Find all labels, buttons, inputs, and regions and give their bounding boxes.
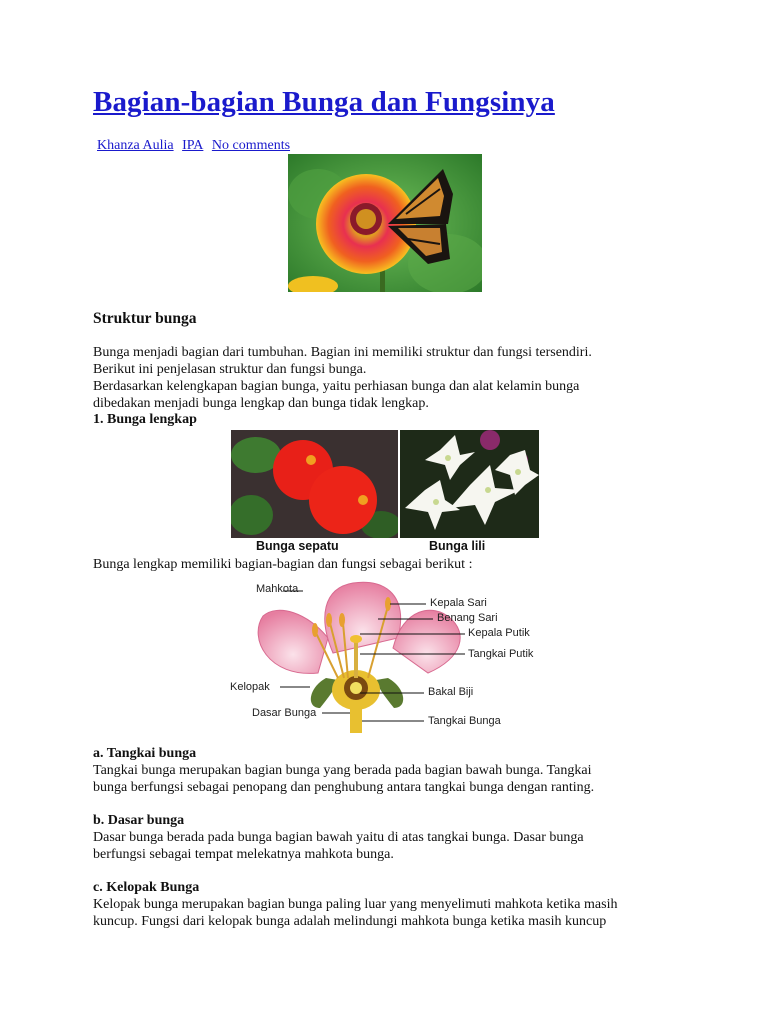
diagram-label-kelopak: Kelopak bbox=[230, 681, 270, 693]
intro-line: dibedakan menjadi bunga lengkap dan bunga tidak lengkap. bbox=[93, 396, 429, 411]
part-line: kuncup. Fungsi dari kelopak bunga adalah melindungi mahkota bunga ketika masih kuncup bbox=[93, 914, 607, 929]
diagram-label-mahkota: Mahkota bbox=[256, 583, 299, 595]
intro-paragraph bbox=[93, 344, 592, 412]
flower-diagram bbox=[228, 578, 534, 733]
part-line: bunga berfungsi sebagai penopang dan penghubung antara tangkai bunga dengan ranting. bbox=[93, 780, 595, 795]
intro-line: Bunga menjadi bagian dari tumbuhan. Bagian ini memiliki struktur dan fungsi tersendiri. bbox=[93, 345, 592, 360]
diagram-label-tangkai-putik: Tangkai Putik bbox=[468, 648, 534, 660]
category-link[interactable]: IPA bbox=[182, 138, 204, 153]
section-heading: Struktur bunga bbox=[93, 310, 197, 327]
post-meta bbox=[97, 138, 295, 154]
part-heading: a. Tangkai bunga bbox=[93, 746, 197, 761]
example-image-bunga-lili bbox=[400, 430, 539, 538]
example-image-bunga-sepatu bbox=[231, 430, 398, 538]
diagram-label-tangkai-bunga: Tangkai Bunga bbox=[428, 715, 501, 727]
part-heading: c. Kelopak Bunga bbox=[93, 880, 200, 895]
part-tangkai-bunga bbox=[93, 746, 594, 796]
parts-intro: Bunga lengkap memiliki bagian-bagian dan fungsi sebagai berikut : bbox=[93, 557, 473, 572]
part-kelopak-bunga bbox=[93, 880, 617, 930]
comments-link[interactable]: No comments bbox=[211, 138, 291, 153]
diagram-label-dasar-bunga: Dasar Bunga bbox=[252, 707, 317, 719]
hero-image bbox=[288, 154, 482, 292]
diagram-label-bakal-biji: Bakal Biji bbox=[428, 686, 474, 698]
diagram-label-benang-sari: Benang Sari bbox=[437, 612, 498, 624]
subheading-bunga-lengkap: 1. Bunga lengkap bbox=[93, 412, 197, 427]
author-link[interactable]: Khanza Aulia bbox=[97, 138, 174, 153]
intro-line: Berikut ini penjelasan struktur dan fungsi bunga. bbox=[93, 362, 367, 377]
part-line: Dasar bunga berada pada bunga bagian bawah yaitu di atas tangkai bunga. Dasar bunga bbox=[93, 830, 584, 845]
caption-bunga-sepatu: Bunga sepatu bbox=[256, 539, 339, 553]
part-line: Kelopak bunga merupakan bagian bunga paling luar yang menyelimuti mahkota ketika masih bbox=[93, 897, 618, 912]
part-line: berfungsi sebagai tempat melekatnya mahkota bunga. bbox=[93, 847, 394, 862]
caption-bunga-lili: Bunga lili bbox=[429, 539, 486, 553]
intro-line: Berdasarkan kelengkapan bagian bunga, yaitu perhiasan bunga dan alat kelamin bunga bbox=[93, 379, 580, 394]
diagram-label-kepala-sari: Kepala Sari bbox=[430, 597, 487, 609]
part-dasar-bunga bbox=[93, 813, 584, 863]
diagram-label-kepala-putik: Kepala Putik bbox=[468, 627, 530, 639]
part-heading: b. Dasar bunga bbox=[93, 813, 185, 828]
part-line: Tangkai bunga merupakan bagian bunga yang berada pada bagian bawah bunga. Tangkai bbox=[93, 763, 592, 778]
article-title[interactable]: Bagian-bagian Bunga dan Fungsinya bbox=[93, 86, 555, 118]
